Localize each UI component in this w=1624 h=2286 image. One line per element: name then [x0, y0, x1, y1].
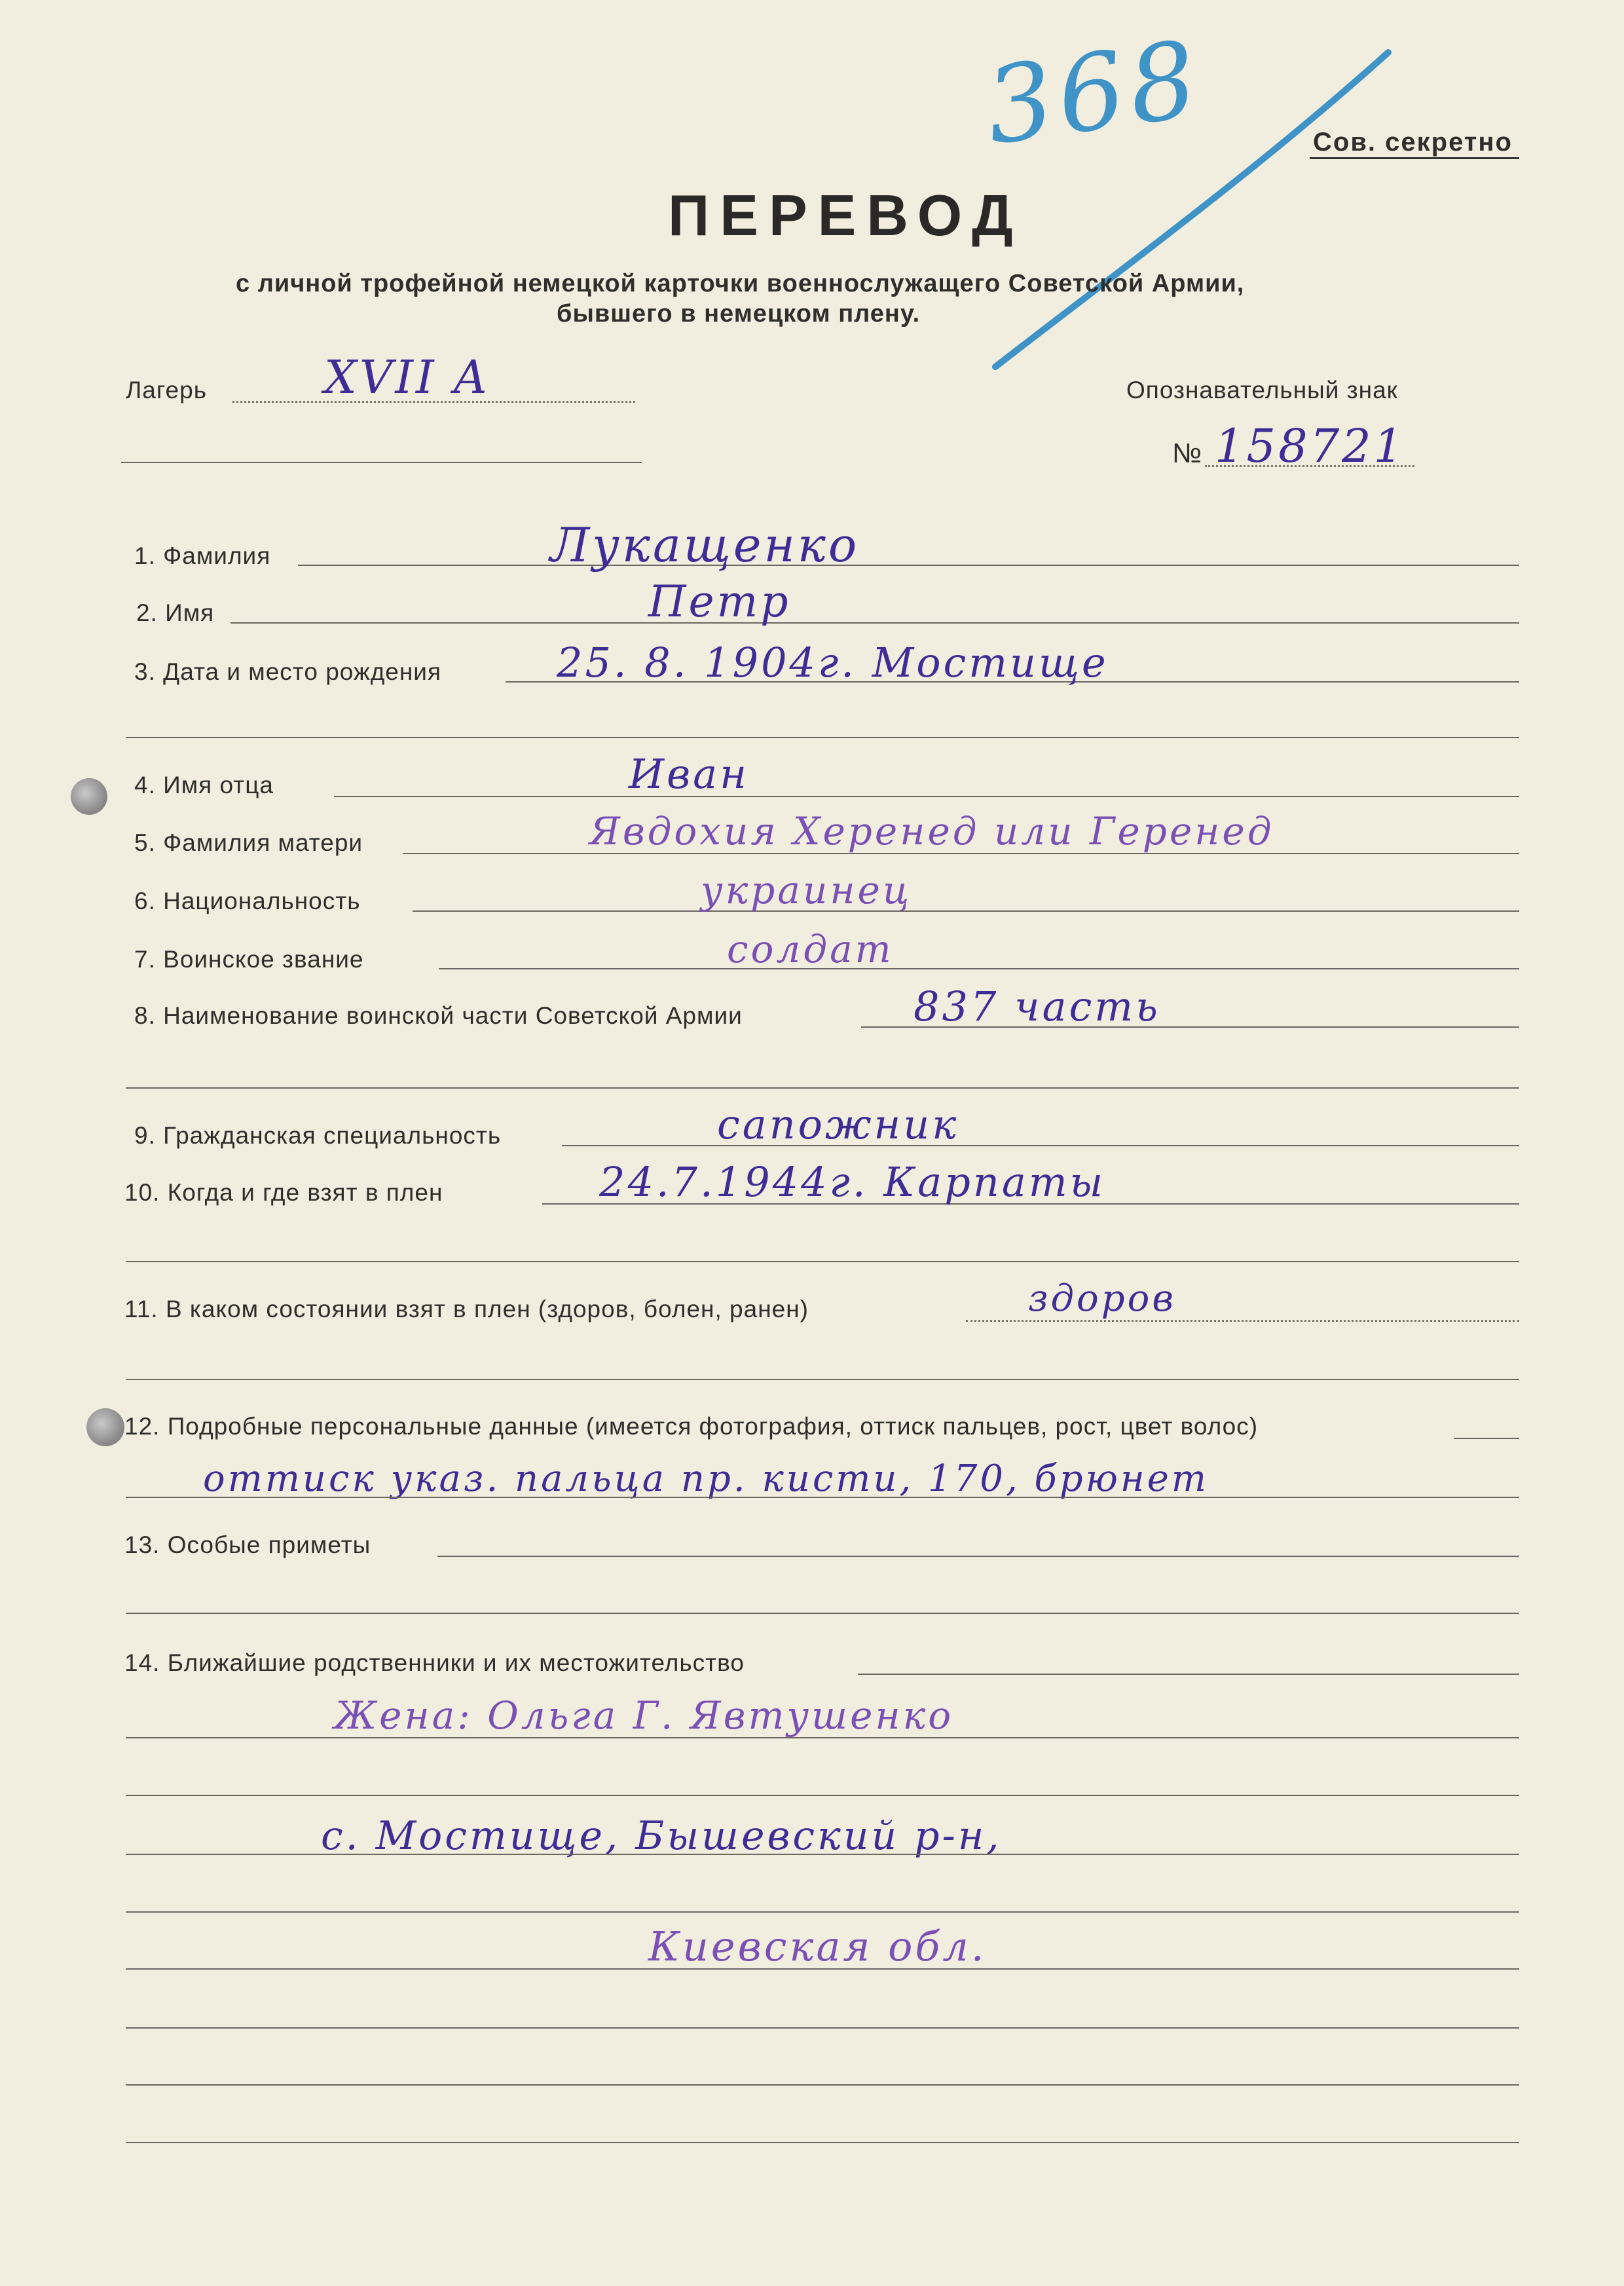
field-father-value: Иван [629, 750, 749, 798]
field-rank-line [439, 968, 1519, 969]
relatives-rule-2 [126, 1795, 1519, 1796]
field-nationality-value: украинец [701, 868, 912, 912]
field-unit-second-line [126, 1087, 1519, 1089]
field-rank-value: солдат [727, 927, 894, 971]
field-unit-label: 8. Наименование воинской части Советской Армии [134, 1002, 743, 1029]
field-nationality-label: 6. Национальность [134, 888, 361, 914]
relatives-line-3: Киевская обл. [648, 1922, 987, 1970]
field-captured-label: 10. Когда и где взят в плен [124, 1179, 443, 1206]
field-name-line [231, 622, 1519, 624]
punch-hole-top [71, 778, 107, 815]
relatives-rule-5 [126, 1968, 1519, 1970]
field-father-label: 4. Имя отца [134, 772, 274, 798]
field-captured-value: 24.7.1944г. Карпаты [599, 1158, 1106, 1206]
id-mark-label: Опознавательный знак [1126, 377, 1398, 403]
field-profession-line [562, 1145, 1519, 1146]
field-mother-value: Явдохия Херенед или Геренед [589, 809, 1274, 853]
relatives-rule-7 [126, 2084, 1519, 2086]
field-birth-label: 3. Дата и место рождения [134, 658, 441, 685]
punch-hole-bottom [86, 1408, 124, 1446]
subtitle-line-1: с личной трофейной немецкой карточки военнослужащего Советской Армии, [236, 270, 1245, 297]
classification-label: Сов. секретно [1313, 128, 1513, 157]
field-name-value: Петр [648, 576, 791, 627]
camp-second-line [121, 462, 642, 463]
field-surname-value: Лукащенко [550, 517, 860, 572]
field-relatives-label: 14. Ближайшие родственники и их местожительство [124, 1649, 745, 1676]
relatives-rule-6 [126, 2027, 1519, 2029]
field-nationality-line [413, 910, 1519, 912]
field-captured-second-line [126, 1261, 1519, 1262]
camp-value: XVII A [324, 350, 490, 404]
field-condition-dotline [966, 1320, 1519, 1322]
field-personal-line [1454, 1438, 1519, 1439]
field-mother-label: 5. Фамилия матери [134, 829, 363, 856]
field-father-line [334, 796, 1519, 797]
field-profession-value: сапожник [717, 1100, 959, 1148]
camp-label: Лагерь [126, 377, 207, 403]
relatives-line-2: с. Мостище, Бышевский р-н, [321, 1813, 1002, 1859]
document-title: ПЕРЕВОД [668, 183, 1024, 248]
field-profession-label: 9. Гражданская специальность [134, 1122, 502, 1149]
field-marks-second-line [126, 1613, 1519, 1614]
field-name-label: 2. Имя [136, 599, 215, 626]
relatives-rule-4 [126, 1911, 1519, 1913]
field-birth-value: 25. 8. 1904г. Мостище [557, 639, 1109, 686]
field-personal-second-line [126, 1497, 1519, 1498]
field-personal-label: 12. Подробные персональные данные (имеется фотография, оттиск пальцев, рост, цвет волос) [124, 1413, 1259, 1440]
id-mark-number: 158721 [1215, 419, 1406, 473]
field-condition-value: здоров [1028, 1277, 1176, 1320]
field-surname-line [298, 565, 1519, 566]
field-marks-line [437, 1556, 1519, 1557]
subtitle-line-2: бывшего в немецком плену. [557, 300, 921, 328]
stamp-number: 368 [978, 16, 1209, 169]
field-surname-label: 1. Фамилия [134, 542, 271, 569]
field-birth-second-line [126, 737, 1519, 738]
field-condition-second-line [126, 1379, 1519, 1380]
relatives-rule-1 [126, 1737, 1519, 1738]
relatives-rule-3 [126, 1854, 1519, 1855]
id-mark-number-prefix: № [1172, 438, 1203, 468]
field-condition-label: 11. В каком состоянии взят в плен (здоров, болен, ранен) [124, 1296, 809, 1322]
stamp-slash [982, 39, 1401, 380]
field-personal-value: оттиск указ. пальца пр. кисти, 170, брюнет [203, 1457, 1209, 1500]
field-relatives-line [858, 1674, 1519, 1675]
field-unit-value: 837 часть [913, 983, 1160, 1030]
relatives-line-1: Жена: Ольга Г. Явтушенко [334, 1693, 954, 1738]
field-marks-label: 13. Особые приметы [124, 1531, 371, 1558]
relatives-rule-8 [126, 2142, 1519, 2143]
field-rank-label: 7. Воинское звание [134, 946, 364, 973]
